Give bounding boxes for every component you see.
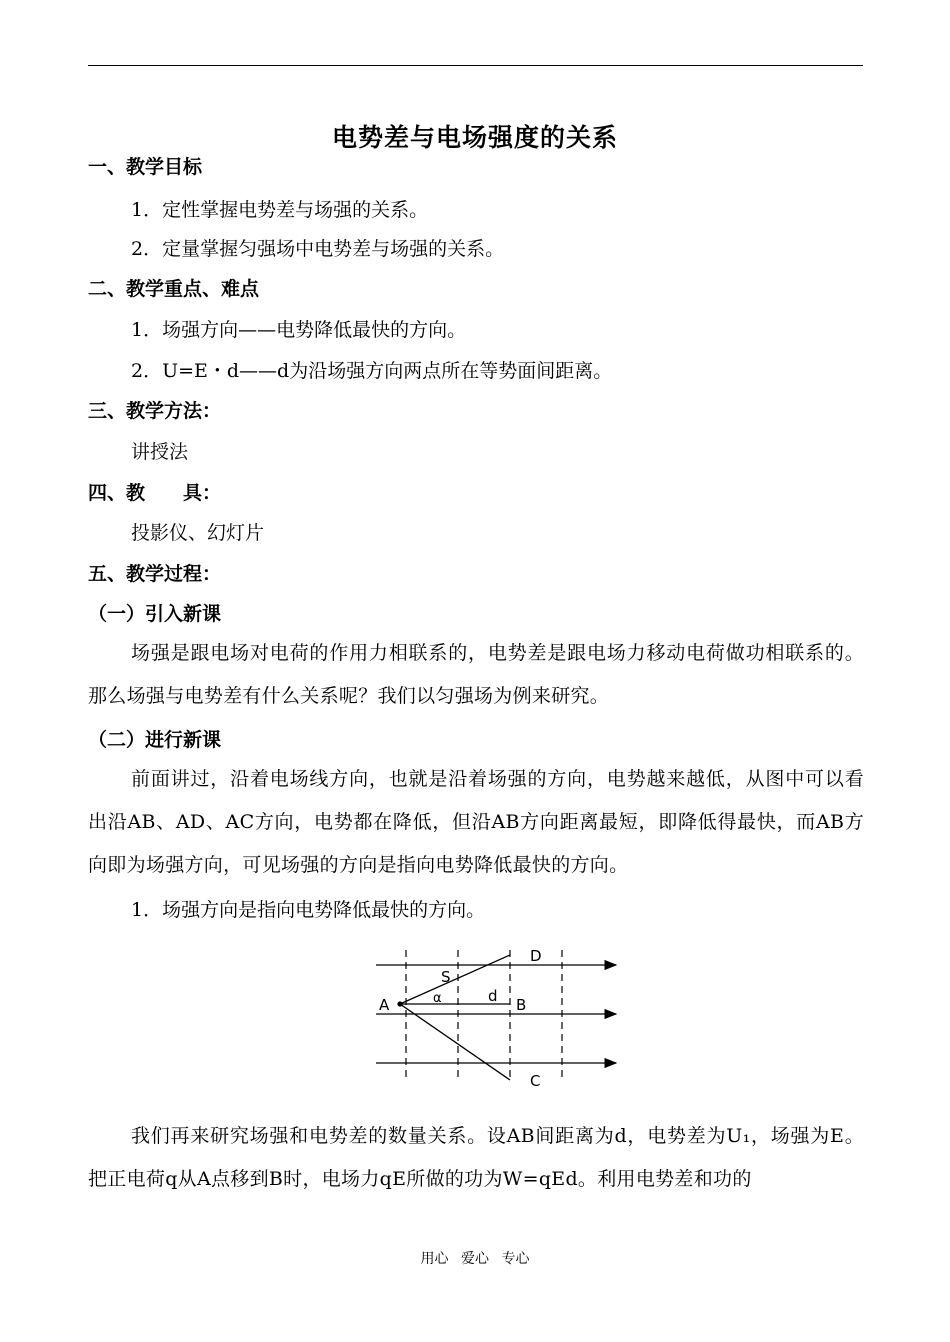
intro-paragraph: 场强是跟电场对电荷的作用力相联系的，电势差是跟电场力移动电荷做功相联系的。那么场强与电势差有什么关系呢？我们以匀强场为例来研究。	[88, 642, 864, 707]
tools-text: 投影仪、幻灯片	[131, 522, 265, 544]
method-text: 讲授法	[131, 441, 189, 463]
label-D: D	[530, 947, 542, 965]
goal-item-1: 1．定性掌握电势差与场强的关系。	[131, 199, 429, 221]
label-d: d	[488, 987, 498, 1005]
point-1: 1．场强方向是指向电势降低最快的方向。	[131, 899, 486, 921]
section-heading-goals: 一、教学目标	[88, 156, 203, 178]
keypoint-item-1: 1．场强方向——电势降低最快的方向。	[131, 319, 467, 341]
part-heading-new-lesson: （二）进行新课	[88, 729, 222, 751]
footer-word-2: 爱心	[461, 1251, 489, 1267]
header-rule	[88, 65, 863, 66]
label-S: S	[441, 968, 451, 986]
field-diagram	[370, 940, 620, 1092]
label-alpha: α	[433, 991, 442, 1006]
label-B: B	[516, 996, 527, 1014]
part-heading-intro: （一）引入新课	[88, 603, 222, 625]
quantitative-paragraph: 我们再来研究场强和电势差的数量关系。设AB间距离为d，电势差为U₁，场强为E。把正电荷q从A点移到B时，电场力qE所做的功为W=qEd。利用电势差和功的	[88, 1125, 864, 1190]
new-lesson-paragraph: 前面讲过，沿着电场线方向，也就是沿着场强的方向，电势越来越低，从图中可以看出沿AB、AD、AC方向，电势都在降低，但沿AB方向距离最短，即降低得最快，而AB方向即为场强方向，可见场强的方向是指向电势降低最快的方向。	[88, 768, 864, 876]
footer	[0, 1248, 950, 1268]
label-A: A	[379, 996, 390, 1014]
section-heading-tools: 四、教 具：	[88, 482, 222, 504]
keypoint-item-2: 2．U=E・d——d为沿场强方向两点所在等势面间距离。	[131, 360, 613, 382]
point-A	[397, 1001, 402, 1006]
page-title: 电势差与电场强度的关系	[331, 123, 618, 152]
footer-word-3: 专心	[501, 1251, 530, 1267]
section-heading-method: 三、教学方法：	[88, 400, 222, 422]
label-C: C	[530, 1072, 541, 1090]
section-heading-process: 五、教学过程：	[88, 563, 222, 585]
segment-AC	[400, 1004, 510, 1080]
goal-item-2: 2．定量掌握匀强场中电势差与场强的关系。	[131, 238, 505, 260]
footer-word-1: 用心	[420, 1251, 449, 1267]
section-heading-keypoints: 二、教学重点、难点	[88, 278, 260, 300]
